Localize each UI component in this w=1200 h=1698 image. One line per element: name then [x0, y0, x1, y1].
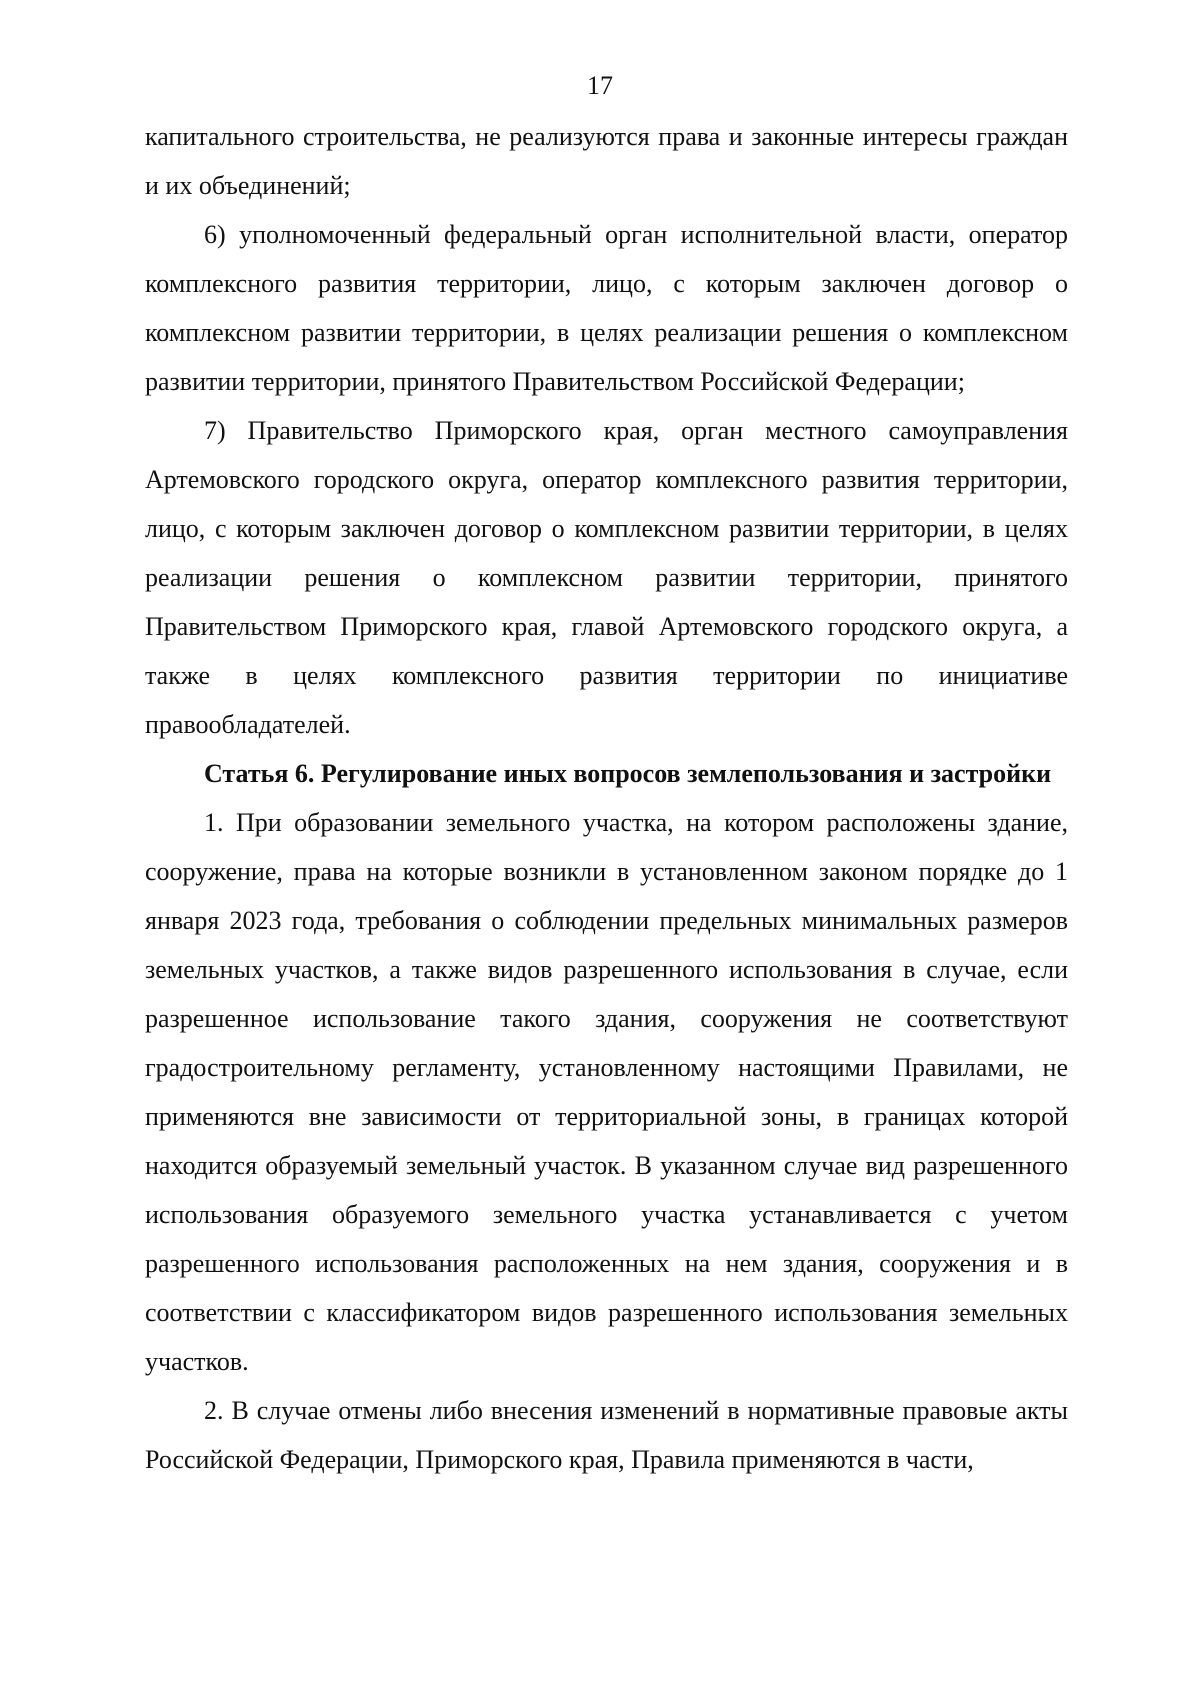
paragraph-clause-1: 1. При образовании земельного участка, на котором расположены здание, сооружение, права на которые возникли в установленном законом порядке до 1 января 2023 года, требования о соблюдении предельных минимальных размеров земельных участков, а также видов разрешенного использования в случае, если разрешенное использование такого здания, сооружения не соответствуют градостроительному регламенту, установленному настоящими Правилами, не применяются вне зависимости от территориальной зоны, в границах которой находится образуемый земельный участок. В указанном случае вид разрешенного использования образуемого земельного участка устанавливается с учетом разрешенного использования расположенных на нем здания, сооружения и в соответствии с классификатором видов разрешенного использования земельных участков.: [145, 808, 1068, 1376]
paragraph-item-7: 7) Правительство Приморского края, орган местного самоуправления Артемовского городского округа, оператор комплексного развития территории, лицо, с которым заключен договор о комплексном развитии территории, в целях реализации решения о комплексном развитии территории, принятого Правительством Приморского края, главой Артемовского городского округа, а также в целях комплексного развития территории по инициативе правообладателей.: [145, 416, 1068, 739]
paragraph-clause-2: 2. В случае отмены либо внесения изменений в нормативные правовые акты Российской Федерации, Приморского края, Правила применяются в части,: [145, 1396, 1068, 1474]
page-number: 17: [587, 71, 613, 100]
paragraph-continuation: капитального строительства, не реализуются права и законные интересы граждан и их объединений;: [145, 122, 1068, 200]
paragraph-item-6: 6) уполномоченный федеральный орган исполнительной власти, оператор комплексного развития территории, лицо, с которым заключен договор о комплексном развитии территории, в целях реализации решения о комплексном развитии территории, принятого Правительством Российской Федерации;: [145, 220, 1068, 396]
document-body: [145, 112, 1068, 1484]
article-heading: Статья 6. Регулирование иных вопросов землепользования и застройки: [204, 759, 1052, 788]
